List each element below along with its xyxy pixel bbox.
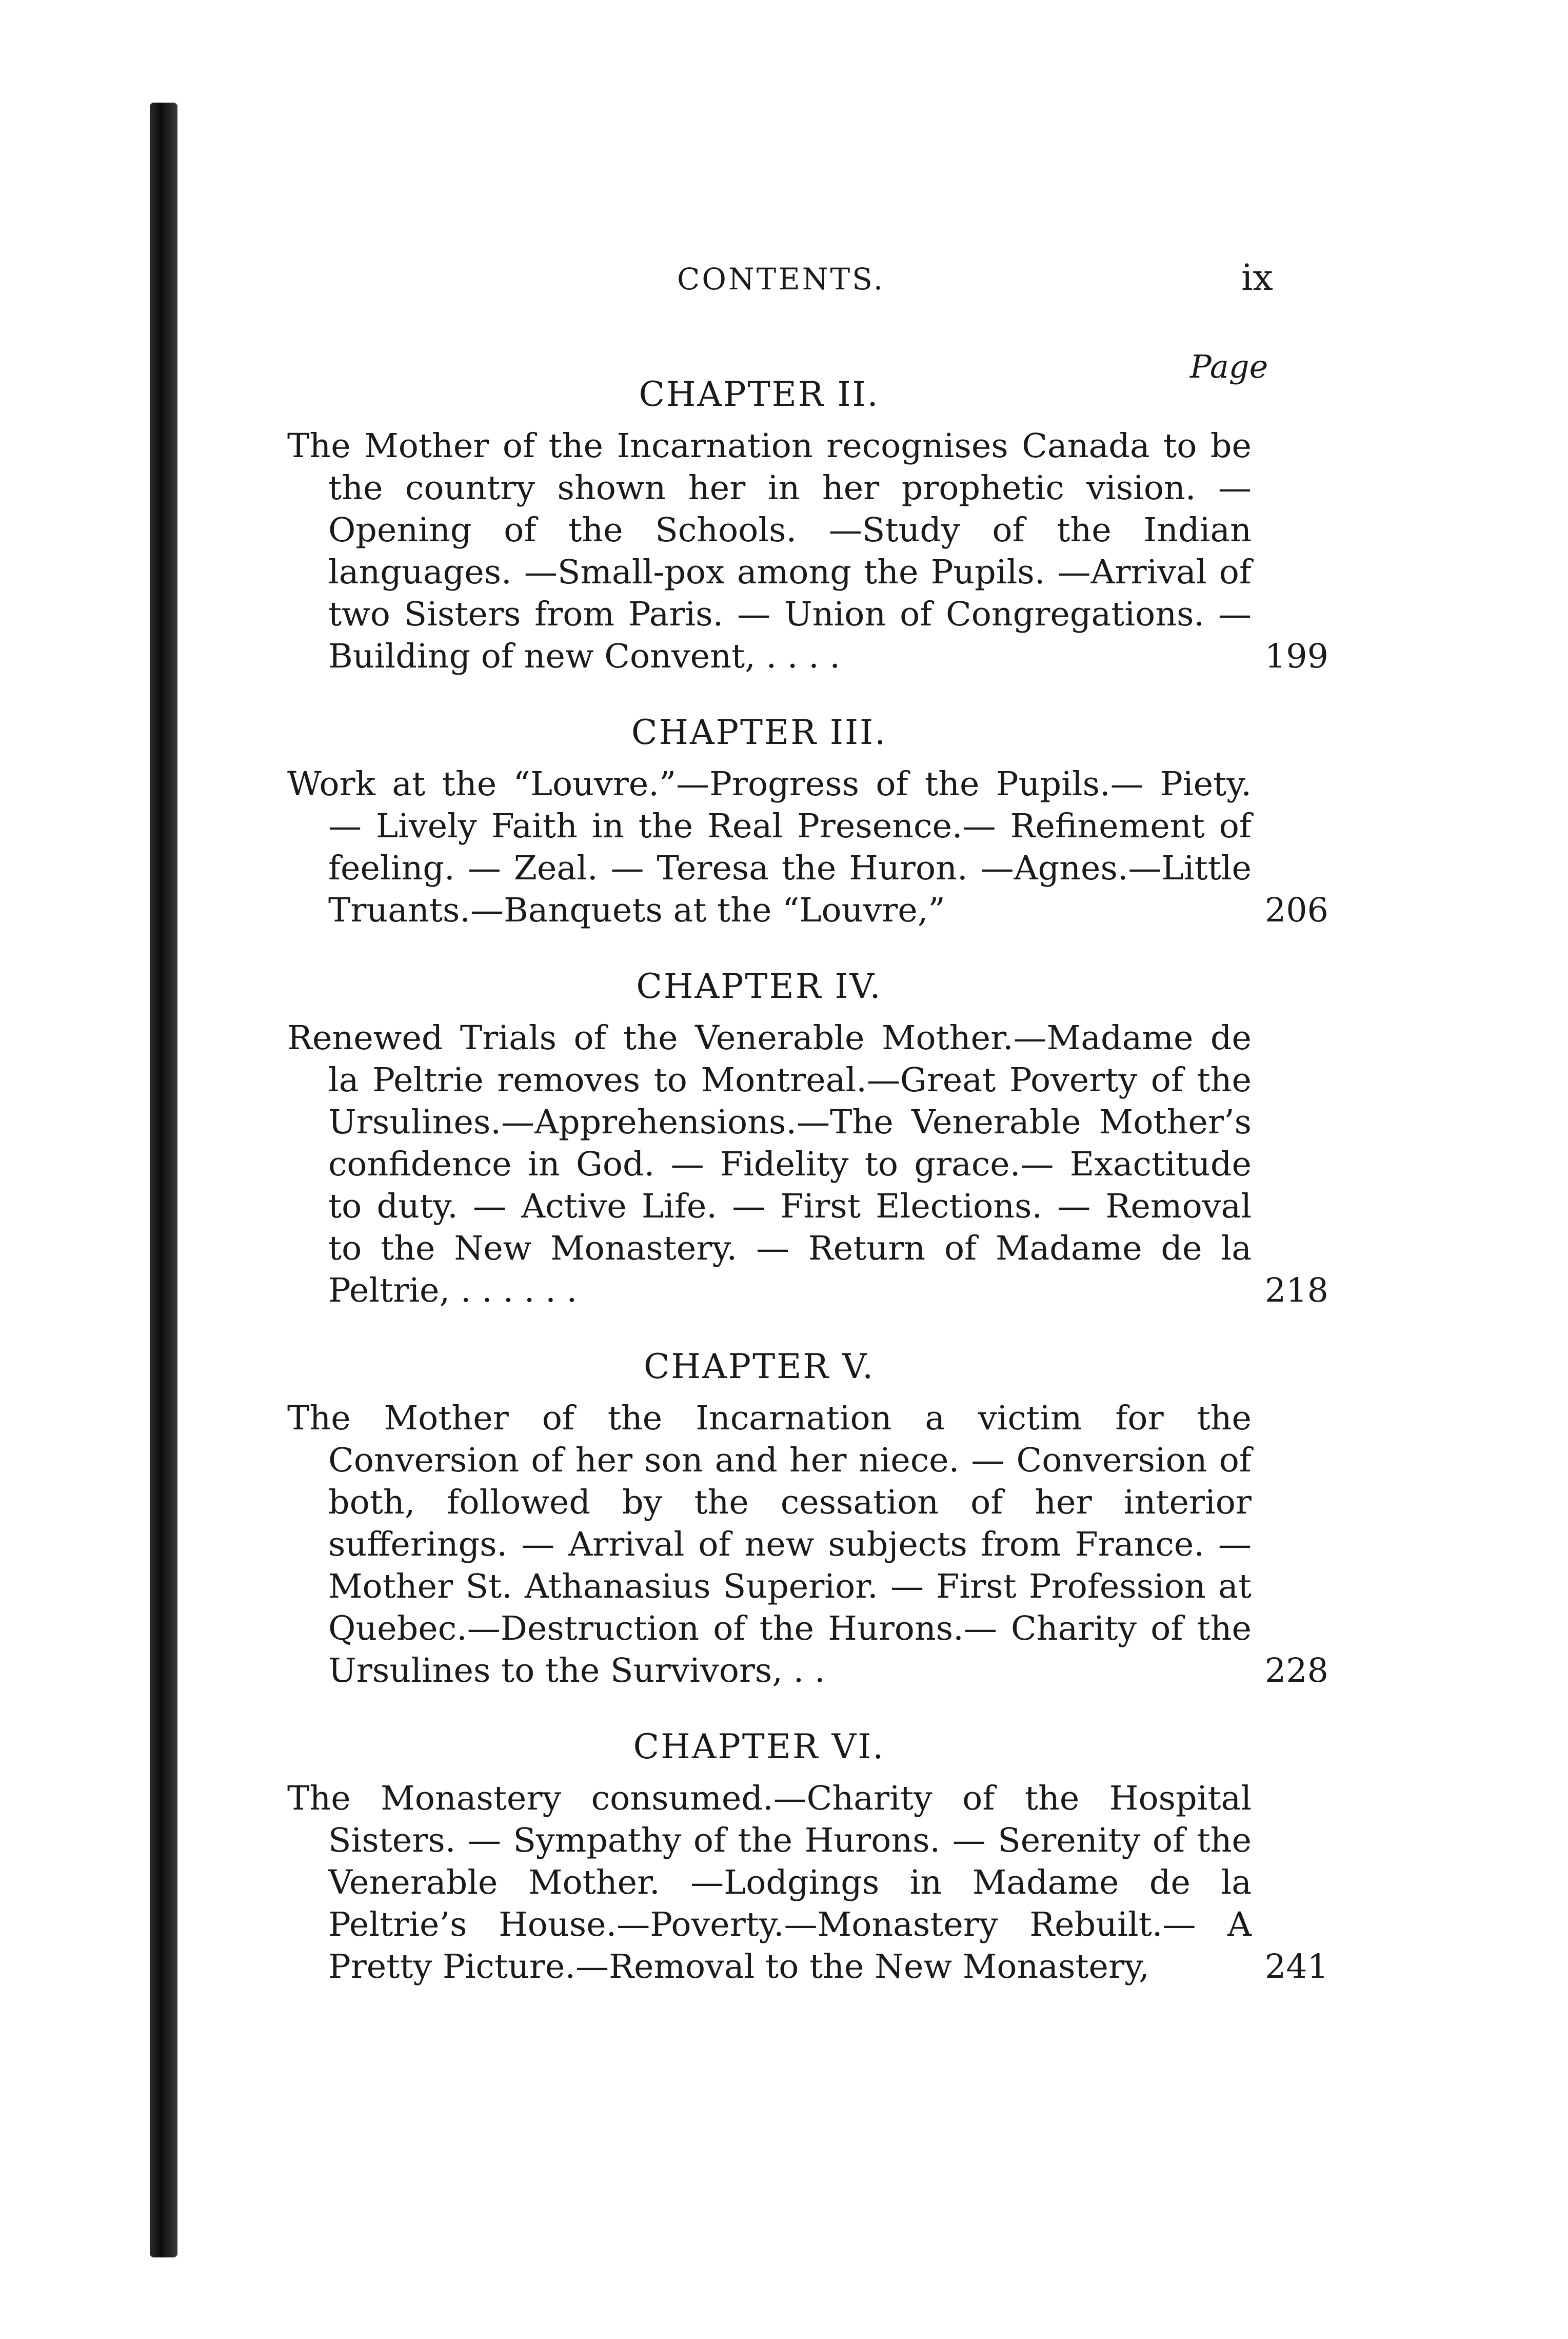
chapter-entry	[287, 1347, 1328, 1692]
chapter-entry	[287, 1727, 1328, 1988]
chapter-summary	[287, 1778, 1328, 1988]
chapter-page-number: 241	[1264, 1948, 1328, 1986]
running-head	[287, 246, 1313, 303]
chapter-heading: CHAPTER VI.	[633, 1727, 885, 1766]
chapter-page-number: 199	[1264, 637, 1328, 676]
contents-page	[287, 246, 1328, 1986]
chapter-summary	[287, 1017, 1328, 1312]
chapter-summary-text: The Mother of the Incarnation recognises Canada to be the country shown her in her prophetic vision. —Opening of the Schools. —Study of the Indian languages. —Small-pox among the Pupils. —Arrival of two Sisters from Paris. — Union of Congregations. —Building of new Convent, . . . .	[287, 427, 1252, 676]
chapter-summary-text: Renewed Trials of the Venerable Mother.—Madame de la Peltrie removes to Montreal.—Great Poverty of the Ursulines.—Apprehensions.—The Venerable Mother’s confidence in God. — Fidelity to grace.— Exactitude to duty. — Active Life. — First Elections. — Removal to the New Monastery. — Return of Madame de la Peltrie, . . . . . .	[287, 1019, 1252, 1310]
chapter-summary	[287, 1398, 1328, 1692]
chapter-summary-text: The Monastery consumed.—Charity of the Hospital Sisters. — Sympathy of the Hurons. — Serenity of the Venerable Mother. —Lodgings in Madame de la Peltrie’s House.—Poverty.—Monastery Rebuilt.— A Pretty Picture.—Removal to the New Monastery,	[287, 1779, 1252, 1986]
page-column-label: Page	[1190, 348, 1268, 385]
chapter-list	[287, 375, 1328, 2023]
chapter-heading: CHAPTER V.	[643, 1347, 875, 1386]
chapter-heading: CHAPTER IV.	[636, 967, 882, 1006]
chapter-page-number: 218	[1264, 1271, 1328, 1310]
page-folio: ix	[1241, 257, 1273, 299]
chapter-entry	[287, 713, 1328, 932]
chapter-heading: CHAPTER III.	[631, 713, 887, 752]
chapter-entry	[287, 375, 1328, 678]
chapter-summary-text: The Mother of the Incarnation a victim for the Conversion of her son and her niece. — Conversion of both, followed by the cessation of her interior sufferings. — Arrival of new subjects from France. —Mother St. Athanasius Superior. — First Profession at Quebec.—Destruction of the Hurons.— Charity of the Ursulines to the Survivors, . .	[287, 1399, 1252, 1690]
chapter-summary	[287, 763, 1328, 932]
chapter-entry	[287, 967, 1328, 1312]
chapter-heading: CHAPTER II.	[639, 375, 880, 414]
book-binding-edge	[150, 103, 177, 2257]
chapter-summary-text: Work at the “Louvre.”—Progress of the Pupils.— Piety. — Lively Faith in the Real Presence.— Refinement of feeling. — Zeal. — Teresa the Huron. —Agnes.—Little Truants.—Banquets at the “Louvre,”	[287, 765, 1252, 930]
chapter-page-number: 228	[1264, 1652, 1328, 1690]
running-head-title: CONTENTS.	[677, 262, 885, 297]
chapter-page-number: 206	[1264, 891, 1328, 930]
chapter-summary	[287, 425, 1328, 678]
